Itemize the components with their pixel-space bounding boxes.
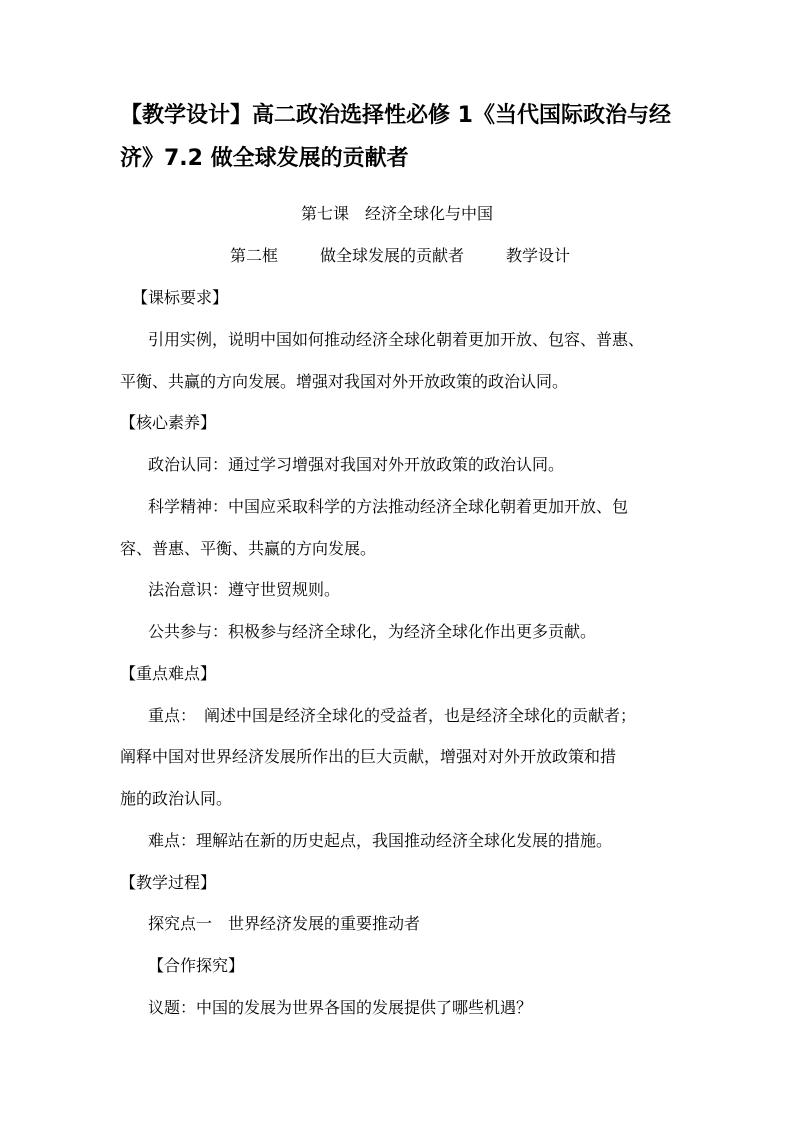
curriculum-requirements-heading: 【课标要求】 [132,288,229,307]
core-literacy-heading: 【核心素养】 [120,413,217,432]
public-participation-text: 公共参与：积极参与经济全球化，为经济全球化作出更多贡献。 [148,622,597,641]
document-title: 【教学设计】高二政治选择性必修 1《当代国际政治与经济》7.2 做全球发展的贡献者 [120,103,671,171]
rule-of-law-text: 法治意识：遵守世贸规则。 [148,580,341,599]
topic-question-text: 议题：中国的发展为世界各国的发展提供了哪些机遇？ [148,998,533,1017]
inquiry-point-heading: 探究点一 世界经济发展的重要推动者 [148,914,421,933]
scientific-spirit-line: 科学精神：中国应采取科学的方法推动经济全球化朝着更加开放、包 [148,497,629,516]
lesson-heading: 第七课 经济全球化与中国 [300,204,493,223]
key-point-line: 阐释中国对世界经济发展所作出的巨大贡献，增强对对外开放政策和措 [120,747,617,766]
subheading-type: 教学设计 [506,246,571,265]
key-difficult-heading: 【重点难点】 [120,664,217,683]
cooperative-inquiry-heading: 【合作探究】 [148,956,245,975]
difficult-point-text: 难点：理解站在新的历史起点，我国推动经济全球化发展的措施。 [148,831,613,850]
key-point-line: 重点： 阐述中国是经济全球化的受益者，也是经济全球化的贡献者； [148,706,637,725]
subheading-topic: 做全球发展的贡献者 [320,246,465,265]
key-point-line: 施的政治认同。 [120,789,233,808]
teaching-process-heading: 【教学过程】 [120,873,217,892]
political-identity-text: 政治认同：通过学习增强对我国对外开放政策的政治认同。 [148,455,565,474]
curriculum-requirements-line: 引用实例，说明中国如何推动经济全球化朝着更加开放、包容、普惠、 [148,330,645,349]
curriculum-requirements-line: 平衡、共赢的方向发展。增强对我国对外开放政策的政治认同。 [120,372,569,391]
subheading [230,246,570,266]
scientific-spirit-line: 容、普惠、平衡、共赢的方向发展。 [120,539,377,558]
subheading-frame: 第二框 [230,246,279,265]
